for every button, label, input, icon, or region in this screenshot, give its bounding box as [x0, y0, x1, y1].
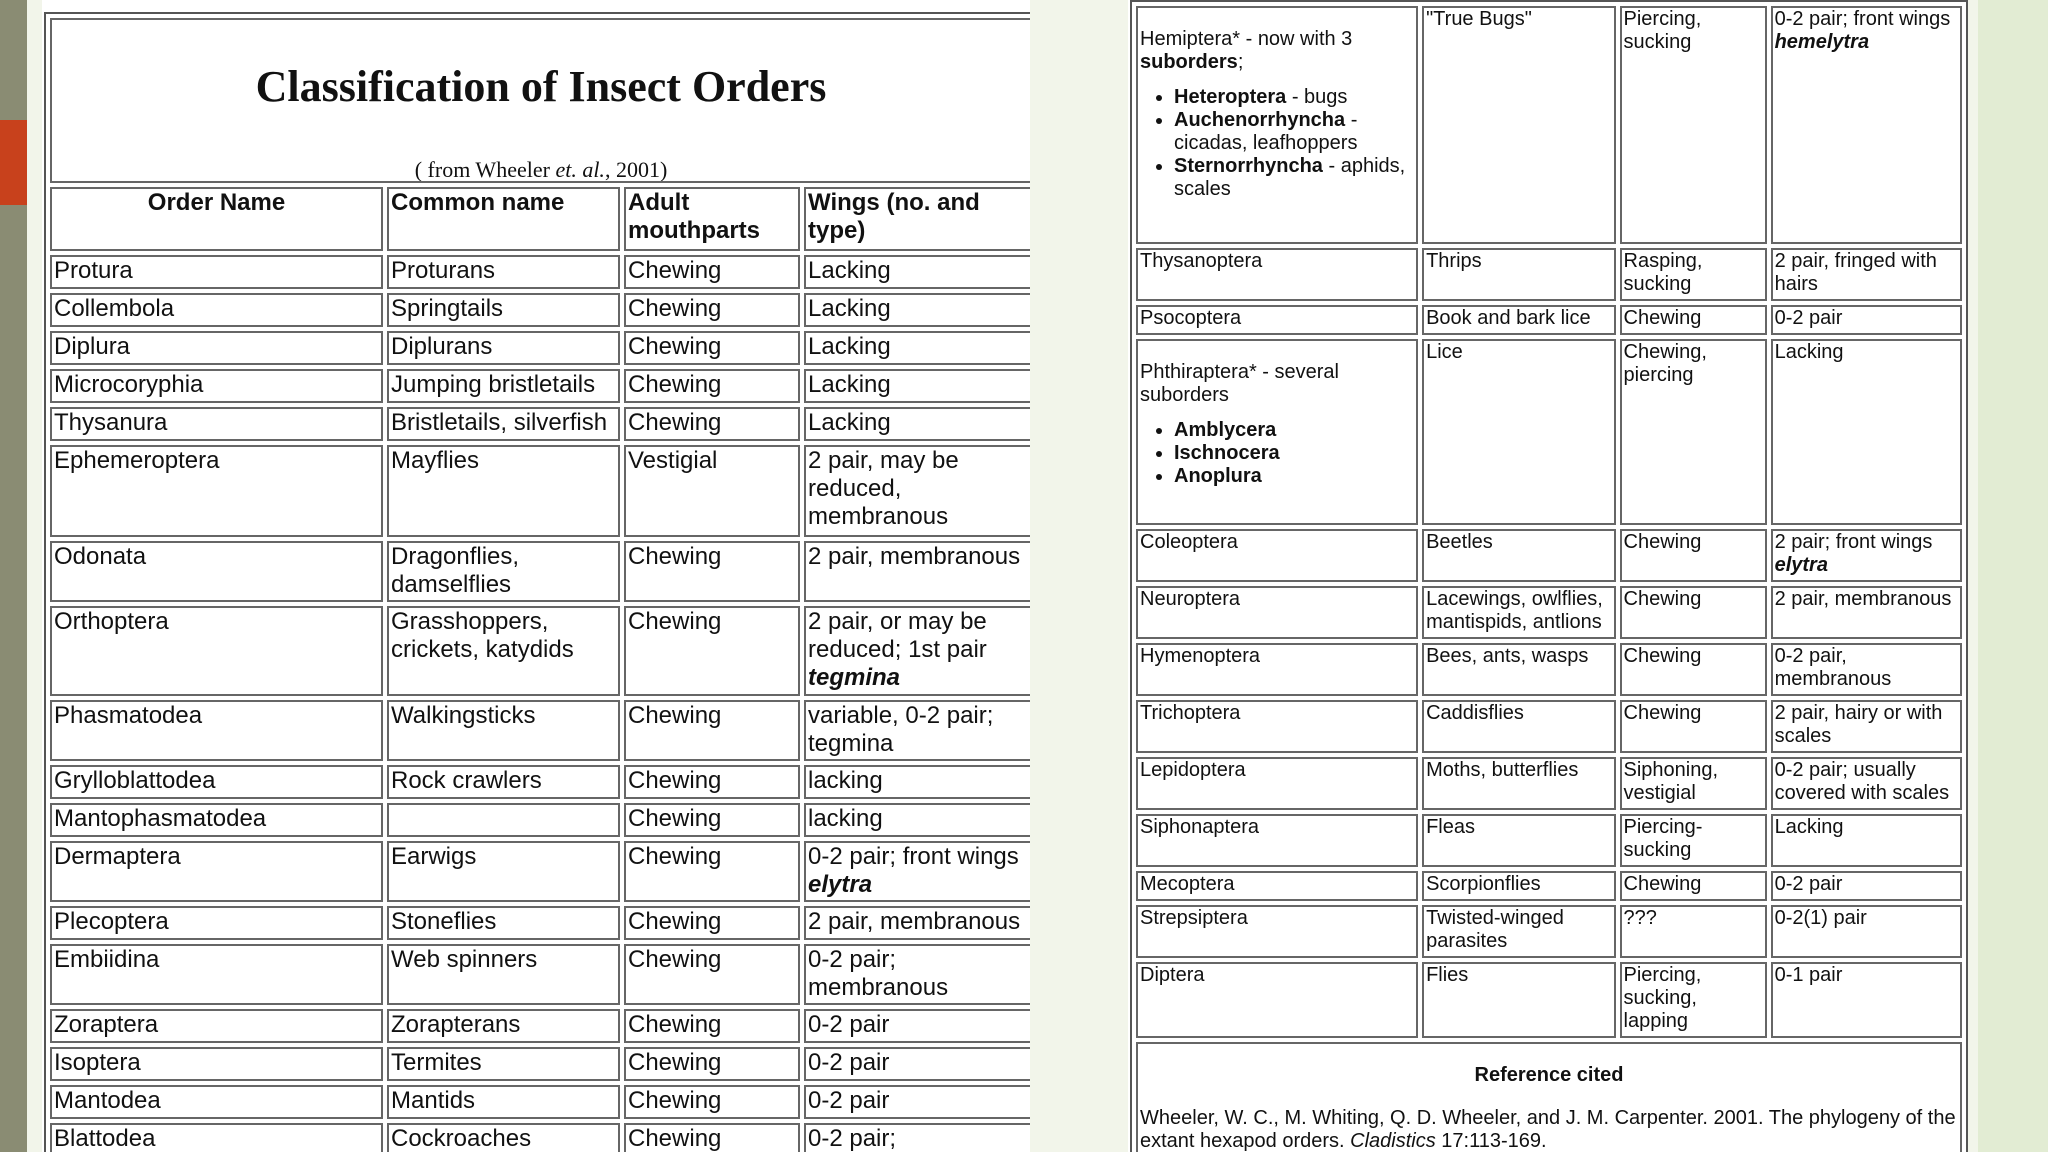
common-name-cell: Diplurans: [387, 331, 620, 365]
table-row: [50, 331, 1030, 365]
order-cell: Hemiptera* - now with 3 suborders; • Heteroptera - bugs • Auchenorrhyncha - cicadas, leafhoppers • Sternorrhyncha - aphids, scales: [1136, 6, 1418, 244]
mouthparts-cell: Chewing: [624, 293, 800, 327]
wings-cell: 2 pair, fringed with hairs: [1771, 248, 1962, 301]
reference-title: Reference cited: [1474, 1064, 1624, 1086]
table-row: [1136, 529, 1962, 582]
insect-orders-table-part-1: [44, 12, 1030, 1152]
table-row: [50, 369, 1030, 403]
wings-cell: Lacking: [1771, 339, 1962, 525]
header-order-name: Order Name: [50, 187, 383, 251]
wings-cell: Lacking: [804, 369, 1030, 403]
wings-cell: Lacking: [804, 331, 1030, 365]
mouthparts-cell: Rasping, sucking: [1620, 248, 1767, 301]
wings-cell: 0-2 pair; usually covered with scales: [1771, 757, 1962, 810]
header-adult-mouthparts: Adult mouthparts: [624, 187, 800, 251]
table-row: [1136, 6, 1962, 244]
order-cell: Zoraptera: [50, 1009, 383, 1043]
mouthparts-cell: Chewing: [624, 407, 800, 441]
order-cell: Mecoptera: [1136, 871, 1418, 901]
mouthparts-cell: Piercing, sucking, lapping: [1620, 962, 1767, 1038]
table-row: [50, 293, 1030, 327]
common-name-cell: Termites: [387, 1047, 620, 1081]
table-row: [50, 407, 1030, 441]
mouthparts-cell: Chewing: [1620, 643, 1767, 696]
common-name-cell: Proturans: [387, 255, 620, 289]
reference-text: Wheeler, W. C., M. Whiting, Q. D. Wheeler, and J. M. Carpenter. 2001. The phylogeny of the extant hexapod orders. Cladistics 17:113-169.: [1140, 1107, 1956, 1152]
common-name-cell: Web spinners: [387, 944, 620, 1005]
order-cell: Phthiraptera* - several suborders • Amblycera • Ischnocera • Anoplura: [1136, 339, 1418, 525]
common-name-cell: Rock crawlers: [387, 765, 620, 799]
common-name-cell: Mantids: [387, 1085, 620, 1119]
order-cell: Diptera: [1136, 962, 1418, 1038]
common-name-cell: Lice: [1422, 339, 1615, 525]
order-cell: Protura: [50, 255, 383, 289]
wings-cell: 2 pair, membranous: [804, 906, 1030, 940]
list-item: • Heteroptera - bugs: [1174, 86, 1414, 109]
order-cell: Lepidoptera: [1136, 757, 1418, 810]
order-cell: Phasmatodea: [50, 700, 383, 761]
mouthparts-cell: Chewing: [624, 765, 800, 799]
common-name-cell: Mayflies: [387, 445, 620, 537]
wings-cell: Lacking: [804, 255, 1030, 289]
mouthparts-cell: Chewing: [624, 841, 800, 902]
common-name-cell: Cockroaches: [387, 1123, 620, 1152]
common-name-cell: Scorpionflies: [1422, 871, 1615, 901]
order-cell: Grylloblattodea: [50, 765, 383, 799]
order-cell: Ephemeroptera: [50, 445, 383, 537]
order-cell: Strepsiptera: [1136, 905, 1418, 958]
order-cell: Diplura: [50, 331, 383, 365]
order-cell: Neuroptera: [1136, 586, 1418, 639]
mouthparts-cell: Chewing: [1620, 529, 1767, 582]
table-row: [50, 841, 1030, 902]
mouthparts-cell: Chewing: [624, 803, 800, 837]
mouthparts-cell: Chewing: [624, 1085, 800, 1119]
table-row: [1136, 871, 1962, 901]
list-item: • Amblycera: [1174, 419, 1414, 442]
mouthparts-cell: Chewing: [624, 255, 800, 289]
common-name-cell: Thrips: [1422, 248, 1615, 301]
table-row: [50, 906, 1030, 940]
common-name-cell: Walkingsticks: [387, 700, 620, 761]
wings-cell: 2 pair, or may be reduced; 1st pair tegmina: [804, 606, 1030, 696]
common-name-cell: "True Bugs": [1422, 6, 1615, 244]
common-name-cell: Dragonflies, damselflies: [387, 541, 620, 602]
table-row: [50, 1047, 1030, 1081]
common-name-cell: Flies: [1422, 962, 1615, 1038]
wings-cell: lacking: [804, 803, 1030, 837]
wings-cell: 2 pair; front wings elytra: [1771, 529, 1962, 582]
table-row: [1136, 586, 1962, 639]
wings-cell: 0-2 pair: [804, 1009, 1030, 1043]
table-row: [1136, 700, 1962, 753]
common-name-cell: Springtails: [387, 293, 620, 327]
table-row: [50, 803, 1030, 837]
wings-cell: 0-2 pair; front wings elytra: [804, 841, 1030, 902]
table-row: [1136, 814, 1962, 867]
wings-cell: 0-2 pair; front wings hemelytra: [1771, 6, 1962, 244]
wings-cell: 0-2 pair: [804, 1047, 1030, 1081]
common-name-cell: Beetles: [1422, 529, 1615, 582]
order-cell: Odonata: [50, 541, 383, 602]
wings-cell: 0-1 pair: [1771, 962, 1962, 1038]
mouthparts-cell: Siphoning, vestigial: [1620, 757, 1767, 810]
common-name-cell: Grasshoppers, crickets, katydids: [387, 606, 620, 696]
mouthparts-cell: Chewing: [1620, 305, 1767, 335]
order-cell: Mantodea: [50, 1085, 383, 1119]
order-cell: Blattodea: [50, 1123, 383, 1152]
table-row: [50, 944, 1030, 1005]
table-row: [1136, 905, 1962, 958]
wings-cell: lacking: [804, 765, 1030, 799]
wings-cell: Lacking: [804, 407, 1030, 441]
left-table-image: [42, 0, 1030, 1152]
mouthparts-cell: Chewing: [624, 1047, 800, 1081]
common-name-cell: Zorapterans: [387, 1009, 620, 1043]
insect-orders-table-part-2: [1130, 0, 1968, 1152]
order-cell: Thysanura: [50, 407, 383, 441]
wings-cell: 2 pair, membranous: [804, 541, 1030, 602]
mouthparts-cell: Chewing: [624, 700, 800, 761]
table-row: [50, 445, 1030, 537]
table-row: [50, 606, 1030, 696]
mouthparts-cell: ???: [1620, 905, 1767, 958]
list-item: • Auchenorrhyncha - cicadas, leafhoppers: [1174, 109, 1414, 155]
mouthparts-cell: Chewing: [624, 331, 800, 365]
order-cell: Dermaptera: [50, 841, 383, 902]
mouthparts-cell: Chewing: [1620, 871, 1767, 901]
suborder-list: [1140, 419, 1414, 488]
order-cell: Microcoryphia: [50, 369, 383, 403]
order-cell: Orthoptera: [50, 606, 383, 696]
common-name-cell: Moths, butterflies: [1422, 757, 1615, 810]
common-name-cell: [387, 803, 620, 837]
common-name-cell: Lacewings, owlflies, mantispids, antlions: [1422, 586, 1615, 639]
mouthparts-cell: Chewing: [624, 606, 800, 696]
mouthparts-cell: Chewing: [624, 369, 800, 403]
order-cell: Collembola: [50, 293, 383, 327]
common-name-cell: Bristletails, silverfish: [387, 407, 620, 441]
wings-cell: Lacking: [804, 293, 1030, 327]
table-row: [50, 255, 1030, 289]
mouthparts-cell: Chewing: [624, 906, 800, 940]
common-name-cell: Stoneflies: [387, 906, 620, 940]
table-row: [50, 1123, 1030, 1152]
mouthparts-cell: Chewing: [624, 1123, 800, 1152]
page-title: Classification of Insect Orders: [255, 62, 827, 111]
order-cell: Isoptera: [50, 1047, 383, 1081]
mouthparts-cell: Piercing-sucking: [1620, 814, 1767, 867]
list-item: • Anoplura: [1174, 465, 1414, 488]
order-cell: Mantophasmatodea: [50, 803, 383, 837]
wings-cell: 0-2 pair: [1771, 871, 1962, 901]
mouthparts-cell: Chewing, piercing: [1620, 339, 1767, 525]
suborder-list: [1140, 86, 1414, 201]
wings-cell: 0-2 pair: [1771, 305, 1962, 335]
table-row: [50, 541, 1030, 602]
left-table-body: [50, 255, 1030, 1152]
order-cell: Plecoptera: [50, 906, 383, 940]
common-name-cell: Caddisflies: [1422, 700, 1615, 753]
order-cell: Psocoptera: [1136, 305, 1418, 335]
wings-cell: variable, 0-2 pair; tegmina: [804, 700, 1030, 761]
table-row: [50, 765, 1030, 799]
list-item: • Ischnocera: [1174, 442, 1414, 465]
mouthparts-cell: Chewing: [624, 1009, 800, 1043]
wings-cell: 0-2 pair: [804, 1085, 1030, 1119]
list-item: • Sternorrhyncha - aphids, scales: [1174, 155, 1414, 201]
source-citation: ( from Wheeler et. al., 2001): [414, 157, 668, 182]
wings-cell: 0-2 pair; membranous: [804, 944, 1030, 1005]
header-wings: Wings (no. and type): [804, 187, 1030, 251]
table-row: [50, 1009, 1030, 1043]
mouthparts-cell: Chewing: [624, 541, 800, 602]
common-name-cell: Bees, ants, wasps: [1422, 643, 1615, 696]
common-name-cell: Jumping bristletails: [387, 369, 620, 403]
order-cell: Hymenoptera: [1136, 643, 1418, 696]
wings-cell: 0-2(1) pair: [1771, 905, 1962, 958]
order-cell: Embiidina: [50, 944, 383, 1005]
table-row: [50, 700, 1030, 761]
common-name-cell: Book and bark lice: [1422, 305, 1615, 335]
wings-cell: 2 pair, membranous: [1771, 586, 1962, 639]
mouthparts-cell: Chewing: [1620, 586, 1767, 639]
order-cell: Siphonaptera: [1136, 814, 1418, 867]
title-cell: [50, 18, 1030, 183]
order-cell: Coleoptera: [1136, 529, 1418, 582]
table-row: [1136, 757, 1962, 810]
slide-sidebar-accent: [0, 120, 27, 205]
mouthparts-cell: Vestigial: [624, 445, 800, 537]
wings-cell: 2 pair, hairy or with scales: [1771, 700, 1962, 753]
right-table-image: [1128, 0, 1968, 1152]
order-cell: Trichoptera: [1136, 700, 1418, 753]
common-name-cell: Earwigs: [387, 841, 620, 902]
table-row: [1136, 643, 1962, 696]
reference-cell: [1136, 1042, 1962, 1152]
common-name-cell: Twisted-winged parasites: [1422, 905, 1615, 958]
table-row: [1136, 339, 1962, 525]
table-row: [1136, 305, 1962, 335]
mouthparts-cell: Chewing: [1620, 700, 1767, 753]
header-common-name: Common name: [387, 187, 620, 251]
mouthparts-cell: Chewing: [624, 944, 800, 1005]
table-row: [50, 1085, 1030, 1119]
wings-cell: Lacking: [1771, 814, 1962, 867]
wings-cell: 0-2 pair;: [804, 1123, 1030, 1152]
common-name-cell: Fleas: [1422, 814, 1615, 867]
order-cell: Thysanoptera: [1136, 248, 1418, 301]
slide-right-stripe: [1978, 0, 2048, 1152]
mouthparts-cell: Piercing, sucking: [1620, 6, 1767, 244]
table-row: [1136, 248, 1962, 301]
wings-cell: 2 pair, may be reduced, membranous: [804, 445, 1030, 537]
wings-cell: 0-2 pair, membranous: [1771, 643, 1962, 696]
table-row: [1136, 962, 1962, 1038]
